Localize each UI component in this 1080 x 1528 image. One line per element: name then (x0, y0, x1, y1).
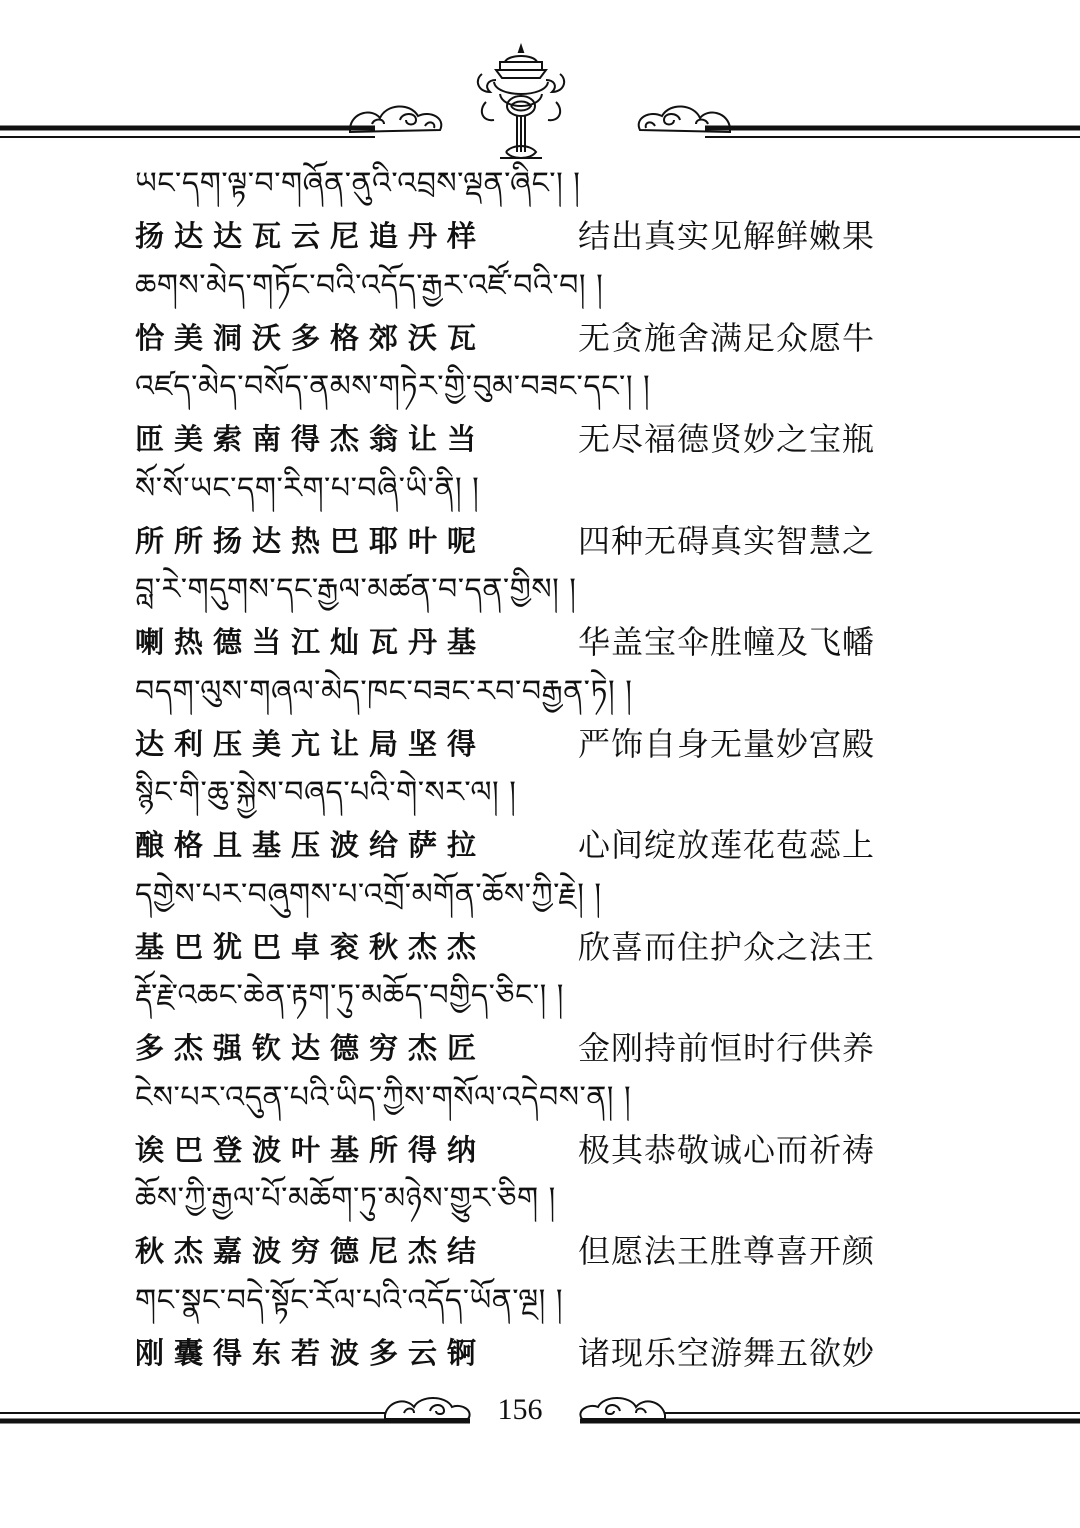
tibetan-line: ཆོས་ཀྱི་རྒྱལ་པོ་མཆོག་ཏུ་མཉེས་གྱུར་ཅིག ། (135, 1181, 556, 1216)
verse-block (135, 160, 895, 1378)
chinese-line: 欣喜而住护众之法王 (578, 927, 876, 966)
verse-9 (135, 972, 895, 1074)
chinese-line: 诸现乐空游舞五欲妙 (578, 1333, 876, 1372)
chinese-line: 华盖宝伞胜幢及飞幡 (578, 623, 876, 661)
phonetic-line: 达利压美亢让局坚得 (135, 726, 487, 761)
chinese-line: 严饰自身无量妙宫殿 (578, 724, 876, 763)
left-double-rule (0, 128, 375, 137)
tibetan-line: གང་སྣང་བདེ་སྟོང་རོལ་པའི་འདོད་ཡོན་ལྔ། ། (135, 1282, 563, 1318)
chinese-line: 四种无碍真实智慧之 (578, 521, 876, 560)
phonetic-line: 刚囊得东若波多云锕 (135, 1335, 487, 1370)
left-bottom-cloud-icon (385, 1398, 470, 1419)
chinese-line: 金刚持前恒时行供养 (578, 1029, 876, 1067)
verse-12 (135, 1277, 895, 1379)
phonetic-line: 秋杰嘉波穷德尼杰结 (135, 1234, 487, 1268)
verse-6 (135, 668, 895, 770)
page-number: 156 (497, 1393, 543, 1426)
phonetic-line: 所所扬达热巴耶叶呢 (135, 523, 487, 558)
phonetic-line: 多杰强钦达德穷杰匠 (135, 1031, 487, 1065)
tibetan-line: སྙིང་གི་ཆུ་སྐྱེས་བཞད་པའི་གེ་སར་ལ། ། (135, 775, 517, 810)
phonetic-line: 喇热德当江灿瓦丹基 (135, 625, 487, 659)
chinese-line: 心间绽放莲花苞蕊上 (578, 826, 876, 864)
tibetan-line: སོ་སོ་ཡང་དག་རིག་པ་བཞི་ཡི་ནི། ། (135, 470, 480, 506)
phonetic-line: 基巴犹巴卓衮秋杰杰 (135, 929, 487, 964)
chinese-line: 无贪施舍满足众愿牛 (578, 318, 876, 357)
tibetan-line: བདག་ལུས་གཞལ་མེད་ཁང་བཟང་རབ་བརྒྱན་ཏེ། ། (135, 673, 633, 709)
chinese-line: 但愿法王胜尊喜开颜 (578, 1232, 876, 1270)
verse-1 (135, 160, 895, 262)
tibetan-line: ངེས་པར་འདུན་པའི་ཡིད་ཀྱིས་གསོལ་འདེབས་ན། ། (135, 1079, 632, 1115)
tibetan-line: བླ་རེ་གདུགས་དང་རྒྱལ་མཚན་བ་དན་གྱིས། ། (135, 572, 577, 607)
victory-banner-icon (478, 46, 564, 158)
verse-11 (135, 1175, 895, 1277)
right-double-rule (705, 128, 1080, 137)
top-ornament (0, 40, 1080, 170)
chinese-line: 结出真实见解鲜嫩果 (578, 217, 876, 255)
tibetan-line: དགྱེས་པར་བཞུགས་པ་འགྲོ་མགོན་ཆོས་ཀྱི་རྗེ། ། (135, 876, 602, 912)
tibetan-line: ཡང་དག་ལྟ་བ་གཞོན་ནུའི་འབྲས་ལྡན་ཞིང་། ། (135, 166, 581, 201)
chinese-line: 极其恭敬诚心而祈祷 (578, 1130, 876, 1169)
phonetic-line: 恰美洞沃多格郊沃瓦 (135, 320, 487, 355)
verse-2 (135, 262, 895, 364)
chinese-line: 无尽福德贤妙之宝瓶 (578, 420, 876, 458)
verse-10 (135, 1074, 895, 1176)
phonetic-line: 诶巴登波叶基所得纳 (135, 1132, 487, 1167)
tibetan-line: རྡོ་རྗེ་འཆང་ཆེན་རྟག་ཏུ་མཆོད་བགྱིད་ཅིང་། ། (135, 978, 564, 1013)
right-bottom-cloud-icon (580, 1398, 665, 1419)
verse-4 (135, 465, 895, 567)
verse-8 (135, 871, 895, 973)
tibetan-line: ཆགས་མེད་གཏོང་བའི་འདོད་རྒྱར་འཛོ་བའི་བ། ། (135, 267, 604, 303)
phonetic-line: 酿格且基压波给萨拉 (135, 828, 487, 862)
verse-5 (135, 566, 895, 668)
tibetan-line: འཛད་མེད་བསོད་ནམས་གཏེར་གྱི་བུམ་བཟང་དང་། ། (135, 369, 651, 404)
verse-3 (135, 363, 895, 465)
phonetic-line: 扬达达瓦云尼追丹样 (135, 219, 487, 253)
phonetic-line: 匝美索南得杰翁让当 (135, 422, 487, 456)
verse-7 (135, 769, 895, 871)
